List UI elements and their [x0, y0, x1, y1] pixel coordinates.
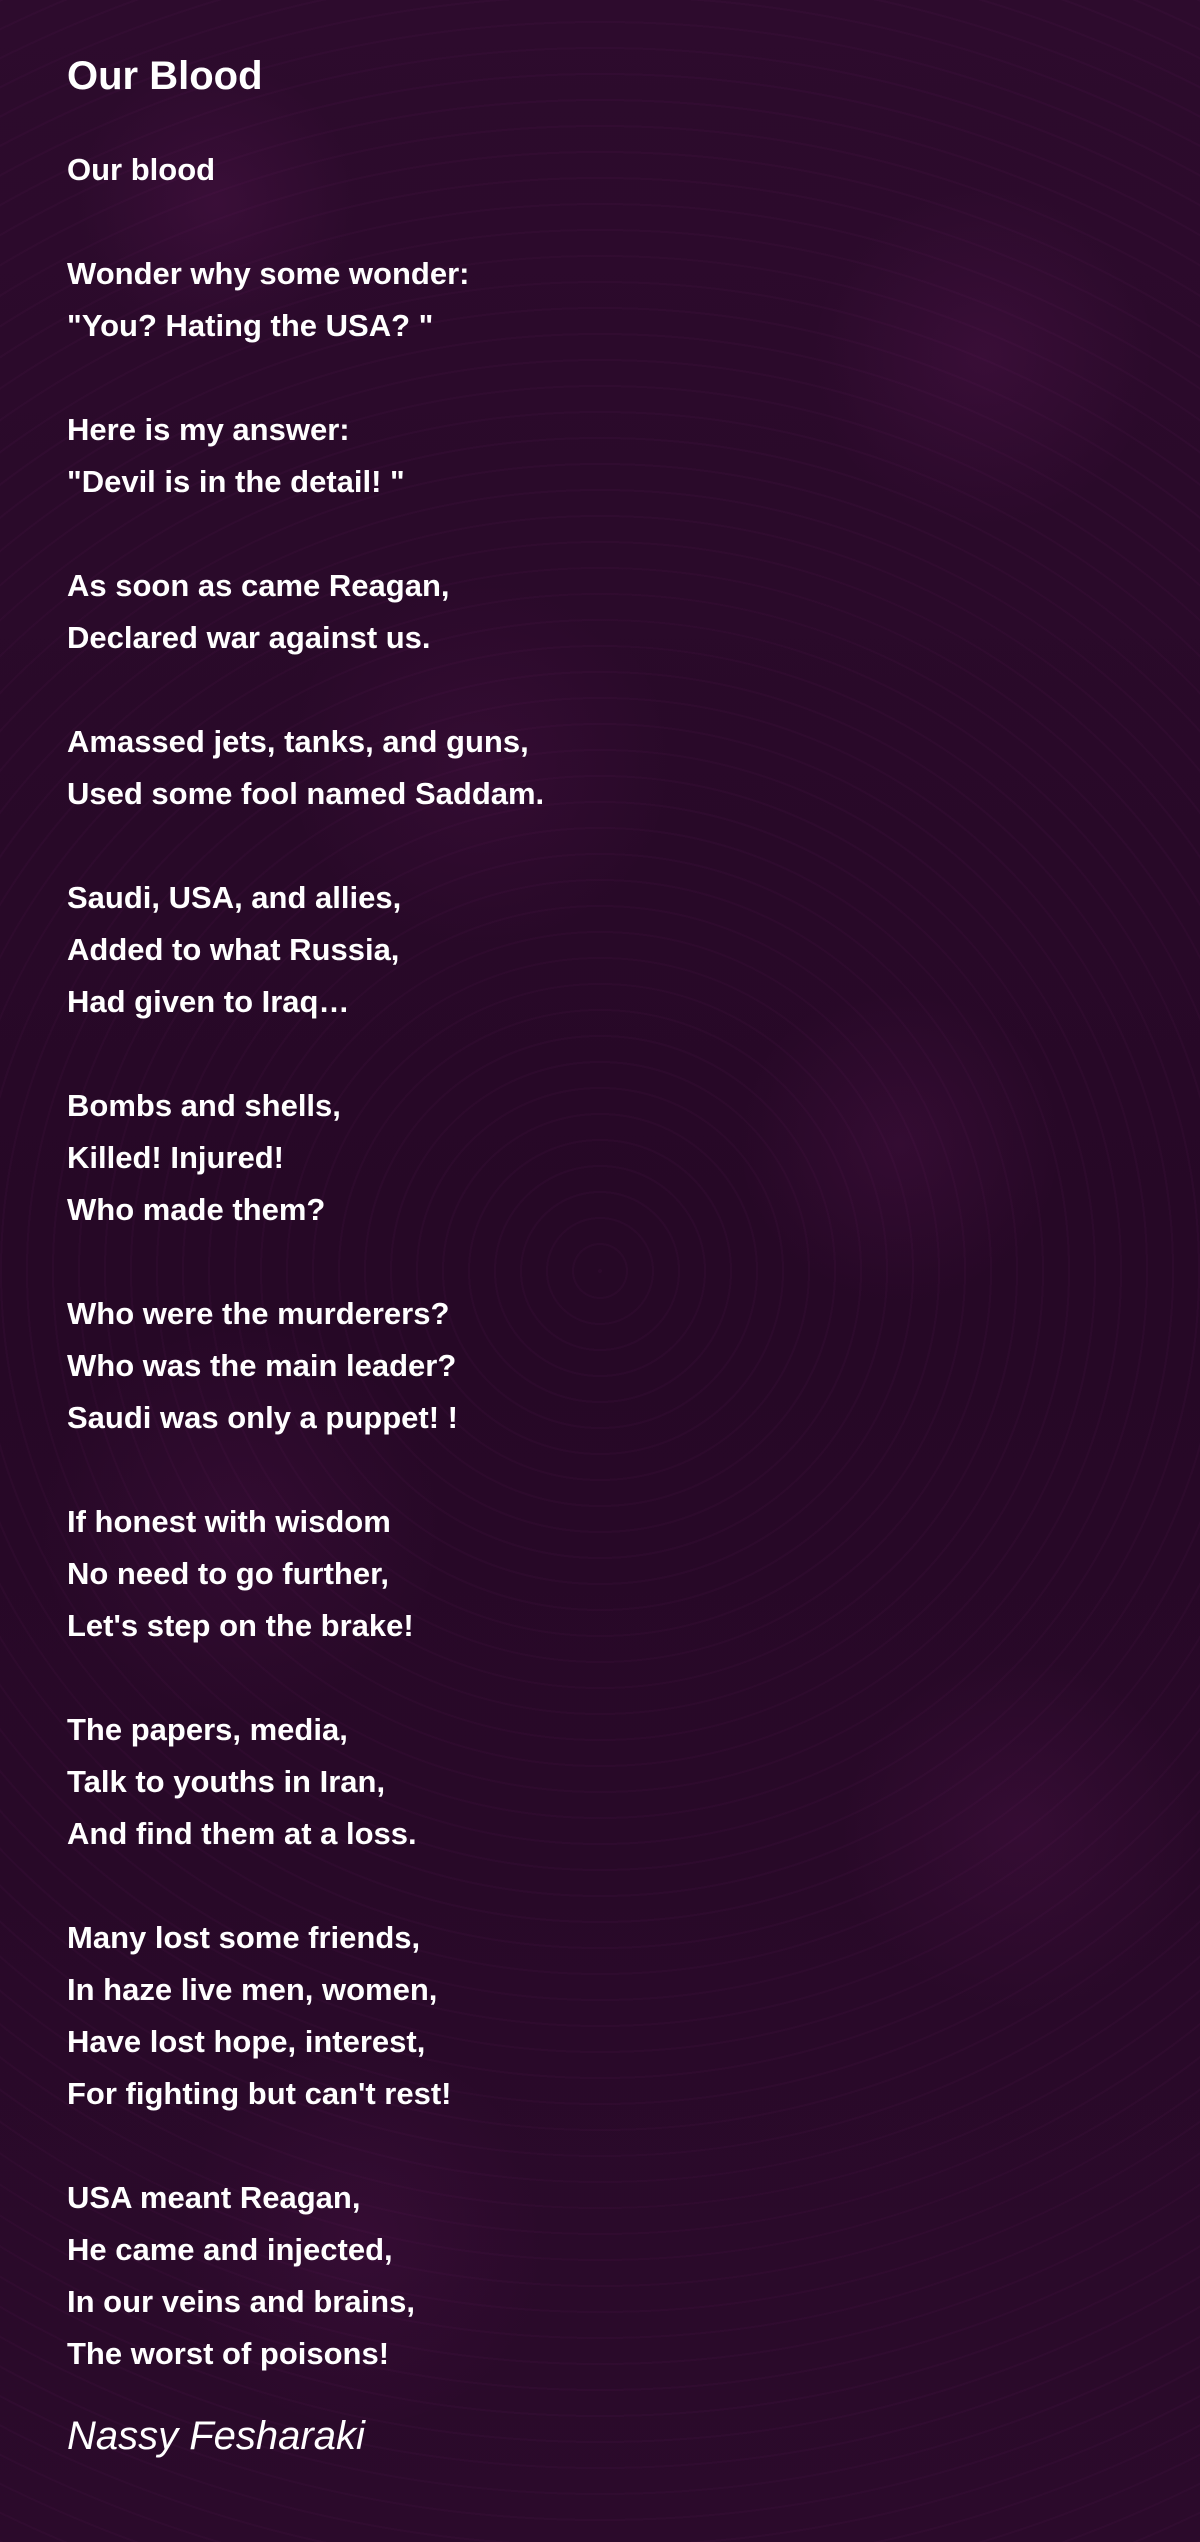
poem-line: He came and injected,	[67, 2232, 393, 2267]
poem-line-blank	[67, 1236, 1133, 1288]
poem-line: Killed! Injured!	[67, 1140, 284, 1175]
poem-line: In haze live men, women,	[67, 1972, 438, 2007]
poem-line: Who were the murderers?	[67, 1296, 450, 1331]
poem-line-blank	[67, 352, 1133, 404]
poem-line: "Devil is in the detail! "	[67, 464, 405, 499]
poem-line-blank	[67, 1860, 1133, 1912]
poem-line: Added to what Russia,	[67, 932, 400, 967]
poem-line: Wonder why some wonder:	[67, 256, 470, 291]
poem-line: The papers, media,	[67, 1712, 348, 1747]
poem-author: Nassy Fesharaki	[67, 2414, 365, 2458]
poem-line: Our blood	[67, 152, 216, 187]
poem-line: The worst of poisons!	[67, 2336, 390, 2371]
poem-line: Let's step on the brake!	[67, 1608, 414, 1643]
poem-title: Our Blood	[67, 54, 263, 98]
poem-line: Here is my answer:	[67, 412, 350, 447]
poem-line: For fighting but can't rest!	[67, 2076, 452, 2111]
poem-line: Talk to youths in Iran,	[67, 1764, 386, 1799]
poem-line-blank	[67, 664, 1133, 716]
poem-body	[67, 144, 1133, 2380]
poem-line: Bombs and shells,	[67, 1088, 341, 1123]
poem-line-blank	[67, 196, 1133, 248]
poem-line: "You? Hating the USA? "	[67, 308, 434, 343]
poem-line: And find them at a loss.	[67, 1816, 417, 1851]
poem-line: In our veins and brains,	[67, 2284, 415, 2319]
poem-line-blank	[67, 1028, 1133, 1080]
poem-line: Declared war against us.	[67, 620, 431, 655]
poem-line: Have lost hope, interest,	[67, 2024, 426, 2059]
poem-line: USA meant Reagan,	[67, 2180, 361, 2215]
poem-line-blank	[67, 508, 1133, 560]
poem-line: Who was the main leader?	[67, 1348, 457, 1383]
poem-line-blank	[67, 1652, 1133, 1704]
poem-line-blank	[67, 1444, 1133, 1496]
poem-line: Who made them?	[67, 1192, 326, 1227]
poem-line: Amassed jets, tanks, and guns,	[67, 724, 529, 759]
poem-line: As soon as came Reagan,	[67, 568, 450, 603]
poem-line: No need to go further,	[67, 1556, 390, 1591]
poem-line: Saudi, USA, and allies,	[67, 880, 402, 915]
poem-line: Had given to Iraq…	[67, 984, 350, 1019]
poem-line: If honest with wisdom	[67, 1504, 391, 1539]
poem-line-blank	[67, 2120, 1133, 2172]
poem-line-blank	[67, 820, 1133, 872]
poem-line: Many lost some friends,	[67, 1920, 421, 1955]
poem-line: Used some fool named Saddam.	[67, 776, 545, 811]
poem-line: Saudi was only a puppet! !	[67, 1400, 458, 1435]
